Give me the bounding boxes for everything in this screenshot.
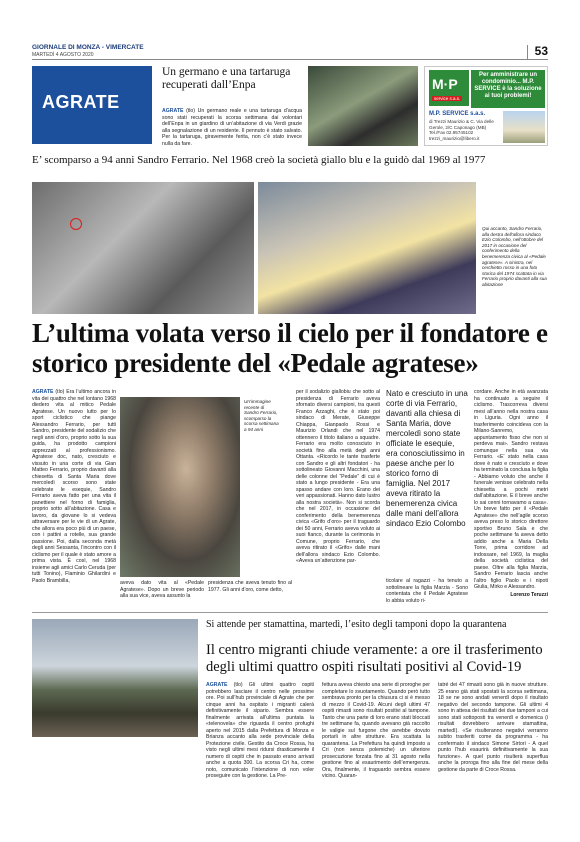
story1-headline: Un germano e una tartaruga recuperati dall’Enpa [162,66,291,91]
story3-col1-text: (tlo) Gli ultimi quattro ospiti potrebbero lasciare il centro nelle prossime ore. Poi sull’hub provinciale di Agrate che per cinque anni ha ospitato i migranti calerà definitivamente il sipario. Sembra essere finalmente arrivata all’ultima puntata la «telenovela» che riguarda il centro profughi aperto nel 2015 dalla Prefettura di Monza e Brianza accanto alla sede provinciale della Protezione civile. Gestito da Croce Rossa, ha visto negli ultimi mesi ridursi drasticamente il numero di ospiti che in passato erano arrivati anche a quota 300. La scorsa Cri ha, come noto, comunicato l’intenzione di non voler proseguire con la gestione. La Pre- [206,682,314,779]
red-circle-marker [70,218,82,230]
story2-col6: cordare. Anche in età avanzata ha continuato a seguire il ciclismo. Trascorreva diversi mesi all’anno nella nostra casa in Liguria. Ogni anno il trasferimento coincideva con la Milano-Sanremo, appuntamento fisso che non si perdeva mai». Sandro restava comunque nella sua via Ferrario. «E’ stato nella casa dove è nato e cresciuto e dove ha terminato la conclusa la figlia - Abbiamo voluto che anche il funerale venisse celebrato nella chiesetta a pochi metri dall’abitazione. E il breve anche lo sai cenni tornavamo a casa». Un breve fatto per il «Pedale Agratese» che nell’agile scorso aveva preso lo storico direttore sportivo Bruno Sala e che poche settimane fa aveva detto addio anche a Maria Della Torre, prima corridore ad indossare, nel 1969, la maglia della società ciclistica del paese. Oltre alla figlia Marzia, Sandro Ferrario lascia anche l’altro figlio Paolo e i nipoti Giulia, Mirko e Alessandro. [474,389,548,590]
story2-headline: L’ultima volata verso il cielo per il fondatore e storico presidente del «Pedale agratese» [32,318,548,378]
byline: Lorenzo Teruzzi [510,592,548,598]
historic-group-photo [32,182,254,314]
newspaper-name: GIORNALE DI MONZA - VIMERCATE [32,44,144,51]
story2-col2-tail: aveva dato vita al «Pedale Agratese». Dopo un breve periodo alla sua vice, aveva assunto la [120,580,204,599]
ad-address: di Trezzi Maurizio & C. Via delle Gerole, 2/C Caponago (MB) Tel./Fax 02.95745102 trezzi_maurizio@libero.it [429,119,494,141]
story1-body [162,108,302,147]
migrant-center-photo [32,619,198,737]
pull-quote: Nato e cresciuto in una corte di via Ferrario, davanti alla chiesa di Santa Maria, dove mercoledì sono state officiate le esequie, era conosciutissimo in paese anche per lo storico forno di famiglia. Nel 2017 aveva ritirato la benemerenza civica dalle mani dell’allora sindaco Ezio Colombo [386,389,468,528]
ad-logo: M·P [432,76,458,92]
page-number-rule [527,45,528,59]
advertisement [424,66,548,146]
section-label-block [32,66,152,144]
portrait-photo [120,397,240,577]
story2-col3-tail: presidenza che aveva tenuto fino al 1977. Gli anni d’oro, come detto, [208,580,292,593]
story3-col1 [206,682,314,780]
section-divider [32,612,548,613]
story1-text: (tlo) Un germano reale e una tartaruga d’acqua sono stati recuperati la scorsa settimana dai volontari dell’Enpa in un giardino di un’abitazione di via Verdi grazie alla segnalazione di un residente. Il pennuto è stato salvato. Per la tartaruga, giravemente ferita, non c’è stato invece nulla da fare. [162,108,302,147]
story2-col1 [32,389,116,584]
ad-logo-box [429,70,469,106]
story3-kicker: Si attende per stamattina, martedì, l’esito degli tamponi dopo la quarantena [206,619,507,630]
story3-dateline: AGRATE [206,682,228,688]
ad-logo-sub: service s.a.s. [434,96,461,101]
story1-photo [308,66,418,146]
story3-col3: tatré dei 47 rimasti sono già in nuove strutture. 25 erano già stati spostati la scorsa settimana, 18 se ne sono andati venerdì dopo il risultato negativo del secondo tampone. Gli ultimi 4 sono in attesa dei risultati dei due tamponi a cui sono stati sottoposti tra venerdì e domenica (i risultati dovrebbero arrivare stamattina, martedì). «Se risulteranno negativi verranno subito trasferiti come da programma - ha confermato il sindaco Simone Sirtori - A quel punto l’hub esaurirà definitivamente la sua funzione». A quel punto risulterà superflua anche la proroga fino alla fine del mese della gestione da parte di Croce Rossa. [438,682,548,773]
story2-col4: per il sodalizio giallobiu che sotto al presidenza di Ferrario aveva sfornato diversi campioni, tra questi Franco Azzaghi, che è stato poi sindaco di Merate, Giuseppe Chiappa, Gianpaolo Rossi e Maurizio Orlandi che nel 1974 ottennero il titolo italiano a squadre. Ferrario era molto conosciuto in società fino alla metà degli anni Ottanta. «Ricordo le tante trasferte con Sandro e gli altri fondatori - ha sottolineato Giovanni Macchini, una delle colonne del “Pedale” di cui è stato a lungo presidente - Era una spasso andare con loro. Erano dei veri appassionati. Hanno dato lustro alla nostra società». Non si scorda che nel 2017, in occasione del conferimento della benemerenza civica «Grifo d’oro» per il traguardo dei 50 anni, Ferrario aveva voluto ai suoi fianco, durante la cerimonia in Comune, proprio Ferrario, che aveva ritirato il «Grifo» dalle mani dell’allora sindaco Ezio Colombo. «Aveva un’attenzione par- [296,389,380,564]
story2-dateline: AGRATE [32,389,54,395]
page-header [32,44,548,60]
ad-building-image [503,111,545,143]
photo-caption: Qui accanto, Sandro Ferrario, alla destra dell’allora sindaco Ezio Colombo, nell’ottobre del 2017 in occasione del conferimento della benemerenza civica al «Pedale agratese». A sinistra, nel cerchietto rosso in una foto storica del 1974 scattata in via Ferrario proprio davanti alla sua abitazione [482,226,547,287]
page-number: 53 [534,44,548,58]
section-label: AGRATE [42,92,120,112]
ad-company: M.P. SERVICE s.a.s. [429,111,486,117]
story1-dateline: AGRATE [162,108,184,114]
ad-slogan: Per amministrare un condominio... M.P. SERVICE è la soluzione ai tuoi problemi! [471,70,545,108]
story3-col2: fettura aveva chiesto una serie di proroghe per completare lo svuotamento. Quando però tutto sembrava pronto per la chiusura ci si è messo di mezzo il Covid-19. Alcuni degli ultimi 47 ospiti rimasti sono risultati positivi al tampone. Tanto che una parte di loro erano stati bloccati tre settimane fa, quando avevano già raccolto le valigie sul furgone che avrebbe dovuto portarli in altre strutture. Era scattata la quarantena. La Prefettura ha quindi imposto a Cri (non senza polemiche) un ulteriore prosecuzione forzata fino al 31 agosto nella gestione fino al esaurimento dell’emergenza. Ora, finalmente, il traguardo sembra essere vicino. Quaran- [322,682,430,779]
story2-col5-tail: ticolare al ragazzi - ha tenuto a sottolineare la figlia Marzia - Sono contentata che il Pedale Agratese lo abbia voluto ri- [386,578,468,604]
portrait-caption: Un’immagine recente di Sandro Ferrario, scomparso la scorsa settimana a 94 anni [244,399,279,432]
story2-col1-text: (tlo) Era l’ultimo ancora in vita dei quattro che nel lontano 1968 diedero vita al mitico Pedale Agratese. Un nuovo lutto per lo sport ciclistico che piange Alessandro Ferrario, per tutti Sandro, presidente del sodalizio che negli anni d’oro, proprio sotto la sua guida, ha prodotto campioni apprezzati al professionismo. Agratese doc, nato, cresciuto e vissuto in una corte di via Gian Matteo Ferrario, proprio davanti alla chiesetta di Santa Maria dove mercoledì scorso sono state celebrate le esequie, Sandro Ferrario aveva fatto per una vita il panettiere nel forno di famiglia, proprio sotto all’abitazione. Casa e lavoro, da giovane lo si vedeva attraversare per le vie di un Agrate, che allora era poco più di un paese, con i pattini a rotelle, sua grande passione. Poi, dalla seconda metà degli anni Sessanta, l’incontro con il ciclismo per il quale è stato amore a prima vista. È così, nel 1968 insieme agli amici Carlo Ceruda (per tutti Tonino), Flaminio Ghilardini e Paolo Brambilla, [32,389,116,584]
issue-date: MARTEDÌ 4 AGOSTO 2020 [32,52,94,58]
story2-kicker: E’ scomparso a 94 anni Sandro Ferrario. Nel 1968 creò la società giallo blu e la guidò dal 1969 al 1977 [32,154,486,166]
ceremony-photo [258,182,476,314]
story3-headline: Il centro migranti chiude veramente: a ore il trasferimento degli ultimi quattro ospiti risultati positivi al Covid-19 [206,642,543,675]
